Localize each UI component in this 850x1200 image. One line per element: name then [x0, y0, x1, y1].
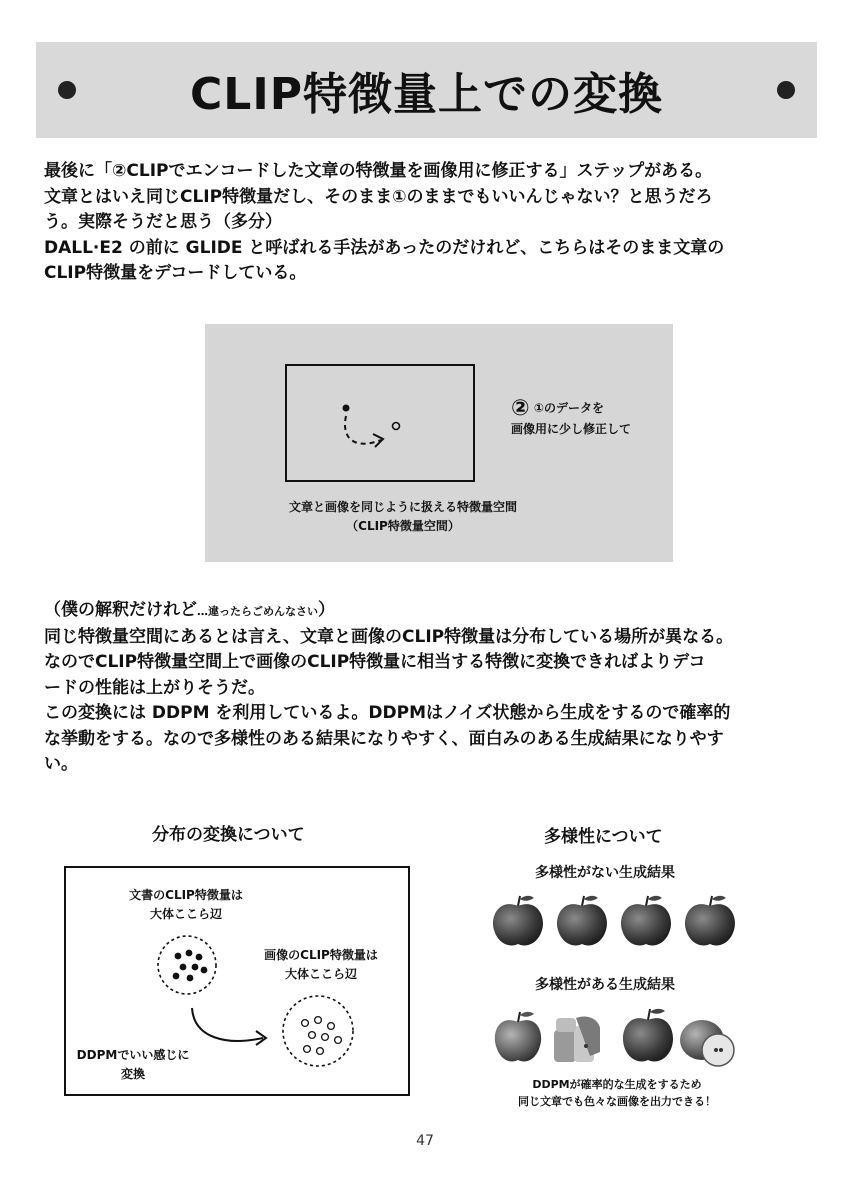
text-feature-label-line: 文書のCLIP特徴量は — [129, 888, 243, 902]
page-number: 47 — [416, 1133, 434, 1149]
step-text: 画像用に少し修正して — [511, 422, 632, 436]
bullet-dot-left — [58, 81, 76, 99]
apple-icon — [621, 896, 671, 946]
feature-space-label — [228, 498, 578, 536]
diversity-caption-line: DDPMが確率的な生成をするため — [532, 1078, 702, 1091]
body-line: 同じ特徴量空間にあるとは言え、文章と画像のCLIP特徴量は分布している場所が異なる。 — [44, 626, 734, 647]
no-diversity-label: 多様性がない生成結果 — [535, 865, 675, 881]
apple-icon — [495, 1012, 541, 1062]
intro-paragraph — [44, 159, 814, 287]
page-title: CLIP特徴量上での変換 — [190, 69, 663, 120]
identical-apples — [488, 890, 740, 950]
intro-line: DALL·E2 の前に GLIDE と呼ばれる手法があったのだけれど、こちらはそのまま文章の — [44, 237, 725, 258]
text-feature-label-line: 大体ここら辺 — [149, 907, 222, 921]
ddpm-label-line: 変換 — [120, 1067, 145, 1081]
ddpm-label — [68, 1046, 198, 1084]
step-number: ② — [511, 396, 530, 421]
feature-space-figure — [205, 324, 673, 562]
body-line: この変換には DDPM を利用しているよ。DDPMはノイズ状態から生成をするので確率的 — [44, 703, 731, 723]
apple-icon — [557, 896, 607, 946]
body-line: な挙動をする。なので多様性のある結果になりやすく、面白みのある生成結果になりやす — [44, 728, 724, 749]
bullet-dot-right — [777, 81, 795, 99]
diverse-apples — [490, 1004, 742, 1070]
with-diversity-label: 多様性がある生成結果 — [535, 977, 675, 993]
feature-space-label-line: （CLIP特徴量空間） — [346, 519, 460, 533]
diversity-caption-line: 同じ文章でも色々な画像を出力できる！ — [518, 1095, 716, 1108]
step-text: ①のデータを — [533, 401, 604, 415]
body-line: い。 — [44, 754, 78, 774]
intro-line: 文章とはいえ同じCLIP特徴量だし、そのまま①のままでもいいんじゃない？と思うだろ — [44, 186, 713, 207]
apple-icon — [623, 1009, 673, 1062]
apple-icon — [685, 896, 735, 946]
body-line: なのでCLIP特徴量空間上で画像のCLIP特徴量に相当する特徴に変換できればよりデコ — [44, 652, 706, 672]
distribution-title: 分布の変換について — [152, 825, 305, 845]
text-feature-label — [111, 886, 261, 924]
diversity-title: 多様性について — [544, 827, 663, 847]
image-feature-label-line: 画像のCLIP特徴量は — [264, 948, 378, 962]
apple-slices-icon — [554, 1016, 600, 1062]
intro-line: う。実際そうだと思う（多分） — [44, 212, 282, 232]
apple-half-icon — [680, 1020, 734, 1066]
ddpm-label-line: DDPMでいい感じに — [76, 1048, 190, 1062]
aside-text: （僕の解釈だけれど — [44, 600, 197, 620]
apple-icon — [493, 896, 543, 946]
feature-space-label-line: 文章と画像を同じように扱える特徴量空間 — [288, 500, 517, 514]
aside-close: ） — [318, 600, 335, 620]
step-note — [511, 398, 631, 439]
image-feature-label-line: 大体ここら辺 — [284, 967, 357, 981]
image-feature-label — [246, 946, 396, 984]
interpretation-paragraph — [44, 598, 814, 778]
intro-line: CLIP特徴量をデコードしている。 — [44, 263, 307, 283]
aside-line — [44, 598, 814, 625]
title-banner — [36, 42, 817, 138]
aside-small-text: …違ったらごめんなさい — [197, 605, 318, 618]
intro-line: 最後に「②CLIPでエンコードした文章の特徴量を画像用に修正する」ステップがある。 — [44, 161, 713, 181]
body-line: ードの性能は上がりそうだ。 — [44, 677, 265, 698]
diversity-caption — [486, 1076, 748, 1110]
distribution-figure — [64, 866, 410, 1096]
